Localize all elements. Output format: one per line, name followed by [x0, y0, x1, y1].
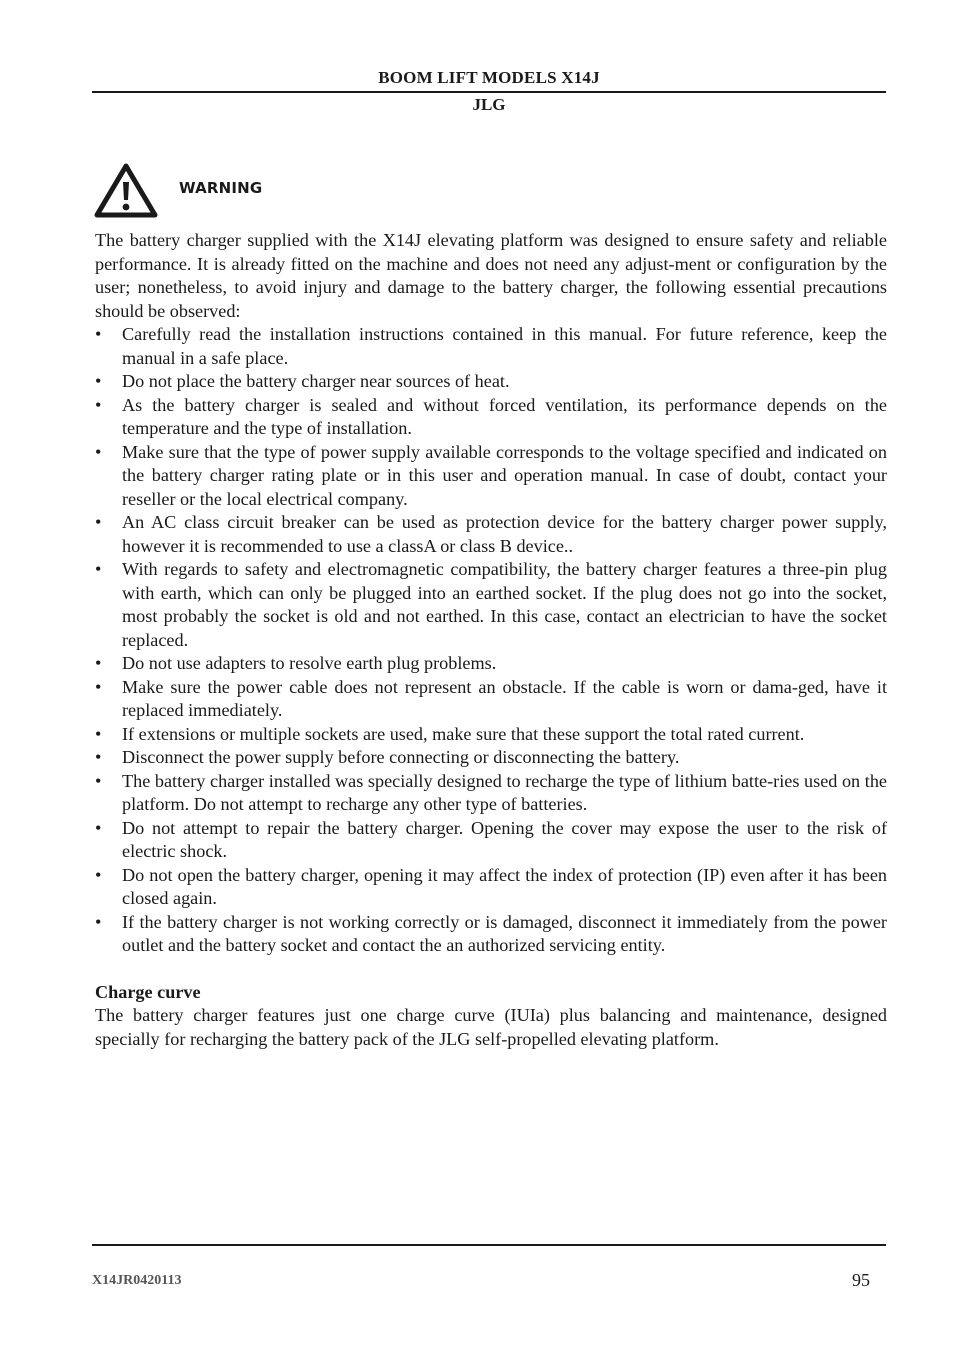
document-code: X14JR0420113 — [92, 1273, 182, 1288]
bullet-marker: • — [95, 723, 102, 744]
bullet-marker: • — [95, 653, 102, 673]
list-item-text: If the battery charger is not working correctly or is damaged, disconnect it immediately from the power outlet and the battery socket and contact the an authorized servicing entity. — [122, 911, 887, 955]
bullet-marker: • — [95, 864, 102, 885]
bullet-marker: • — [95, 747, 102, 767]
list-item-text: Make sure the power cable does not represent an obstacle. If the cable is worn or dama-ged, have it replaced immediately. — [122, 676, 887, 720]
bullet-marker: • — [95, 770, 102, 791]
list-item — [95, 676, 887, 723]
list-item — [95, 558, 887, 652]
list-item-text: An AC class circuit breaker can be used as protection device for the battery charger power supply, however it is recommended to use a classA or class B device.. — [122, 512, 887, 556]
bullet-marker: • — [95, 441, 102, 462]
page-number: 95 — [852, 1270, 870, 1290]
list-item-text: Do not place the battery charger near sources of heat. — [122, 371, 510, 391]
header-divider — [92, 91, 886, 93]
bullet-marker: • — [95, 676, 102, 697]
intro-paragraph: The battery charger supplied with the X14J elevating platform was designed to ensure safety and reliable performance. It is already fitted on the machine and does not need any adjust-ment or configuration by the user; nonetheless, to avoid injury and damage to the battery charger, the following essential precautions should be observed: — [95, 230, 887, 321]
list-item — [95, 911, 887, 958]
list-item — [95, 394, 887, 441]
list-item-text: With regards to safety and electromagnetic compatibility, the battery charger features a three-pin plug with earth, which can only be plugged into an earthed socket. If the plug does not go into the socket, most probably the socket is old and not earthed. In this case, contact an electrician to have the socket replaced. — [122, 559, 887, 650]
bullet-marker: • — [95, 559, 102, 579]
list-item — [95, 370, 887, 394]
page-header-subtitle: JLG — [472, 95, 506, 114]
list-item — [95, 864, 887, 911]
warning-label: WARNING — [179, 179, 263, 197]
list-item-text: Do not use adapters to resolve earth plug problems. — [122, 653, 497, 673]
list-item-text: Do not open the battery charger, opening it may affect the index of protection (IP) even after it has been closed again. — [122, 864, 887, 908]
warning-triangle-icon — [94, 162, 158, 218]
charge-curve-paragraph: The battery charger features just one charge curve (IUIa) plus balancing and maintenance, designed specially for recharging the battery pack of the JLG self-propelled elevating platform. — [95, 1005, 887, 1049]
bullet-marker: • — [95, 394, 102, 415]
footer-divider — [92, 1244, 886, 1246]
page-header-title: BOOM LIFT MODELS X14J — [378, 68, 600, 87]
section-heading-charge-curve: Charge curve — [95, 981, 201, 1002]
document-body — [95, 229, 887, 1051]
list-item — [95, 441, 887, 512]
bullet-marker: • — [95, 371, 102, 391]
list-item — [95, 511, 887, 558]
bullet-marker: • — [95, 817, 102, 838]
list-item-text: Make sure that the type of power supply available corresponds to the voltage specified and indicated on the battery charger rating plate or in this user and operation manual. In case of doubt, contact your reseller or the local electrical company. — [122, 441, 887, 509]
list-item-text: Do not attempt to repair the battery charger. Opening the cover may expose the user to the risk of electric shock. — [122, 817, 887, 861]
list-item — [95, 652, 887, 676]
bullet-marker: • — [95, 324, 102, 344]
bullet-marker: • — [95, 911, 102, 932]
list-item — [95, 770, 887, 817]
bullet-marker: • — [95, 512, 102, 532]
list-item-text: The battery charger installed was specially designed to recharge the type of lithium batte-ries used on the platform. Do not attempt to recharge any other type of batteries. — [122, 770, 887, 814]
list-item — [95, 817, 887, 864]
list-item-text: If extensions or multiple sockets are used, make sure that these support the total rated current. — [122, 723, 805, 744]
list-item-text: Disconnect the power supply before connecting or disconnecting the battery. — [122, 747, 680, 767]
precautions-list — [95, 323, 887, 958]
list-item-text: As the battery charger is sealed and without forced ventilation, its performance depends on the temperature and the type of installation. — [122, 394, 887, 438]
list-item — [95, 723, 887, 747]
list-item-text: Carefully read the installation instructions contained in this manual. For future reference, keep the manual in a safe place. — [122, 324, 887, 368]
list-item — [95, 323, 887, 370]
list-item — [95, 746, 887, 770]
